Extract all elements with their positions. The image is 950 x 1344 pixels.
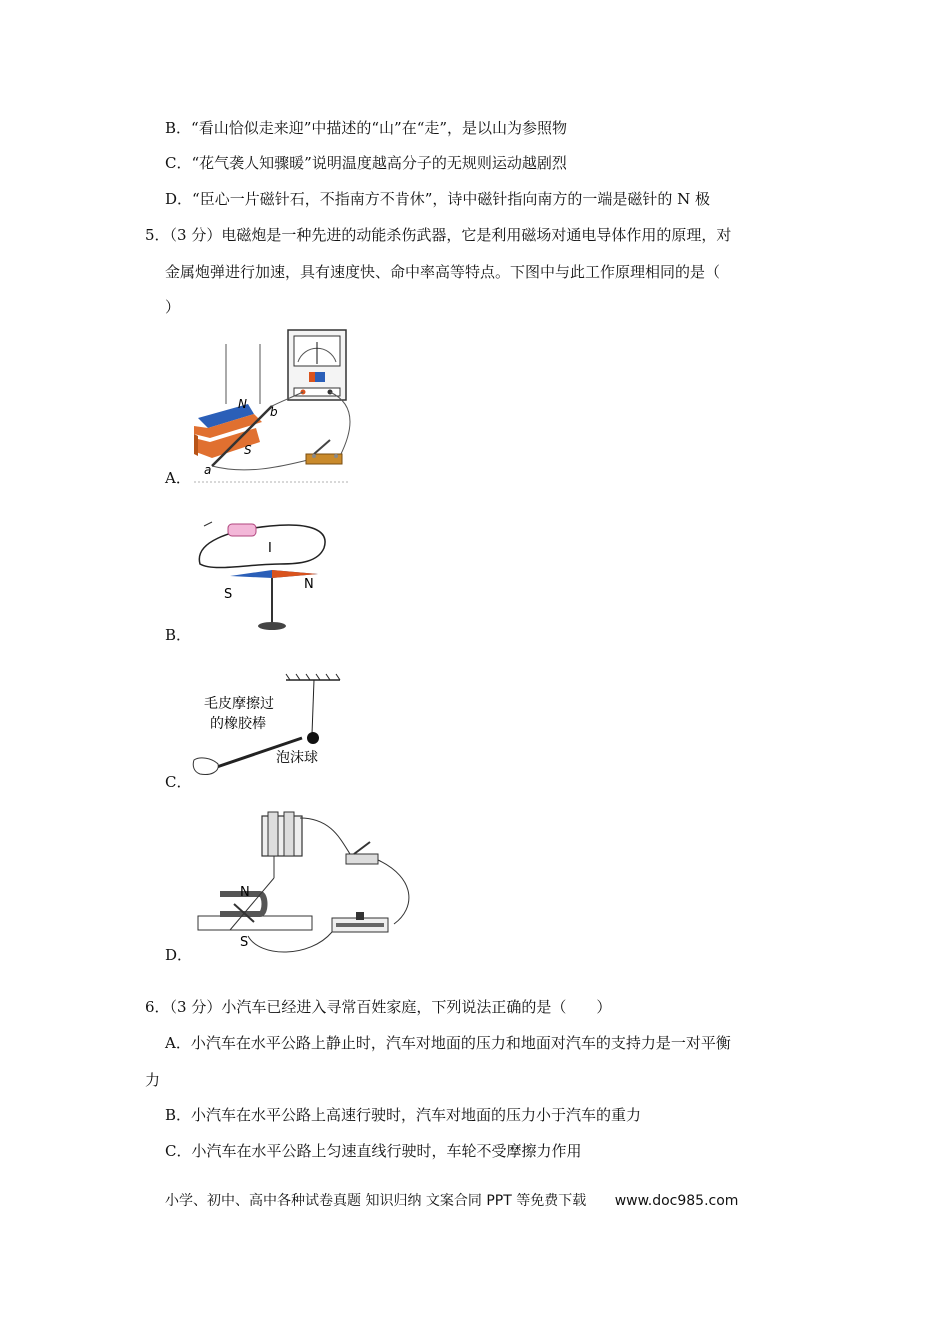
figure-c-rod-line1: 毛皮摩擦过 xyxy=(204,696,274,712)
figure-c-rod-line2: 的橡胶棒 xyxy=(210,716,266,732)
q6-option-c: C．小汽车在水平公路上匀速直线行驶时，车轮不受摩擦力作用 xyxy=(165,1142,582,1160)
figure-b-label-n: N xyxy=(304,577,314,592)
figure-c-ball-label: 泡沫球 xyxy=(276,750,318,766)
q5-label-b: B． xyxy=(165,626,192,644)
figure-b xyxy=(190,512,340,637)
q6-option-b: B．小汽车在水平公路上高速行驶时，汽车对地面的压力小于汽车的重力 xyxy=(165,1106,642,1124)
figure-d-label-s: S xyxy=(240,935,249,950)
figure-b-label-s: S xyxy=(224,587,233,602)
q6-option-a-line2: 力 xyxy=(145,1071,161,1089)
q5-label-d: D． xyxy=(165,946,193,964)
q4-option-d: D．“臣心一片磁针石，不指南方不肯休”，诗中磁针指向南方的一端是磁针的 N 极 xyxy=(165,190,711,208)
page-footer xyxy=(165,1190,738,1210)
figure-a-label-s: S xyxy=(244,443,252,457)
footer-text: 小学、初中、高中各种试卷真题 知识归纳 文案合同 PPT 等免费下载 xyxy=(165,1193,587,1209)
q5-label-c: C． xyxy=(165,773,192,791)
q5-stem-line1: 5．（3 分）电磁炮是一种先进的动能杀伤武器，它是利用磁场对通电导体作用的原理，对 xyxy=(145,226,732,244)
q5-stem-line3: ） xyxy=(165,298,181,316)
figure-d-label-n: N xyxy=(240,885,250,900)
q4-option-b: B．“看山恰似走来迎”中描述的“山”在“走”，是以山为参照物 xyxy=(165,119,568,137)
figure-a-label-n: N xyxy=(238,397,247,411)
q6-option-a-line1: A．小汽车在水平公路上静止时，汽车对地面的压力和地面对汽车的支持力是一对平衡 xyxy=(165,1034,731,1052)
q5-stem-line2: 金属炮弹进行加速，具有速度快、命中率高等特点。下图中与此工作原理相同的是（ xyxy=(165,263,721,281)
figure-a-label-b: b xyxy=(270,405,278,419)
q5-label-a: A． xyxy=(165,469,191,487)
figure-d xyxy=(190,808,420,963)
figure-a-label-a: a xyxy=(204,463,212,477)
figure-c xyxy=(190,672,350,787)
footer-url[interactable]: www.doc985.com xyxy=(614,1193,739,1209)
q4-option-c: C．“花气袭人知骤暖”说明温度越高分子的无规则运动越剧烈 xyxy=(165,154,567,172)
figure-b-label-i: I xyxy=(268,541,272,556)
q6-stem: 6．（3 分）小汽车已经进入寻常百姓家庭，下列说法正确的是（ ） xyxy=(145,998,612,1016)
figure-a xyxy=(190,326,360,486)
